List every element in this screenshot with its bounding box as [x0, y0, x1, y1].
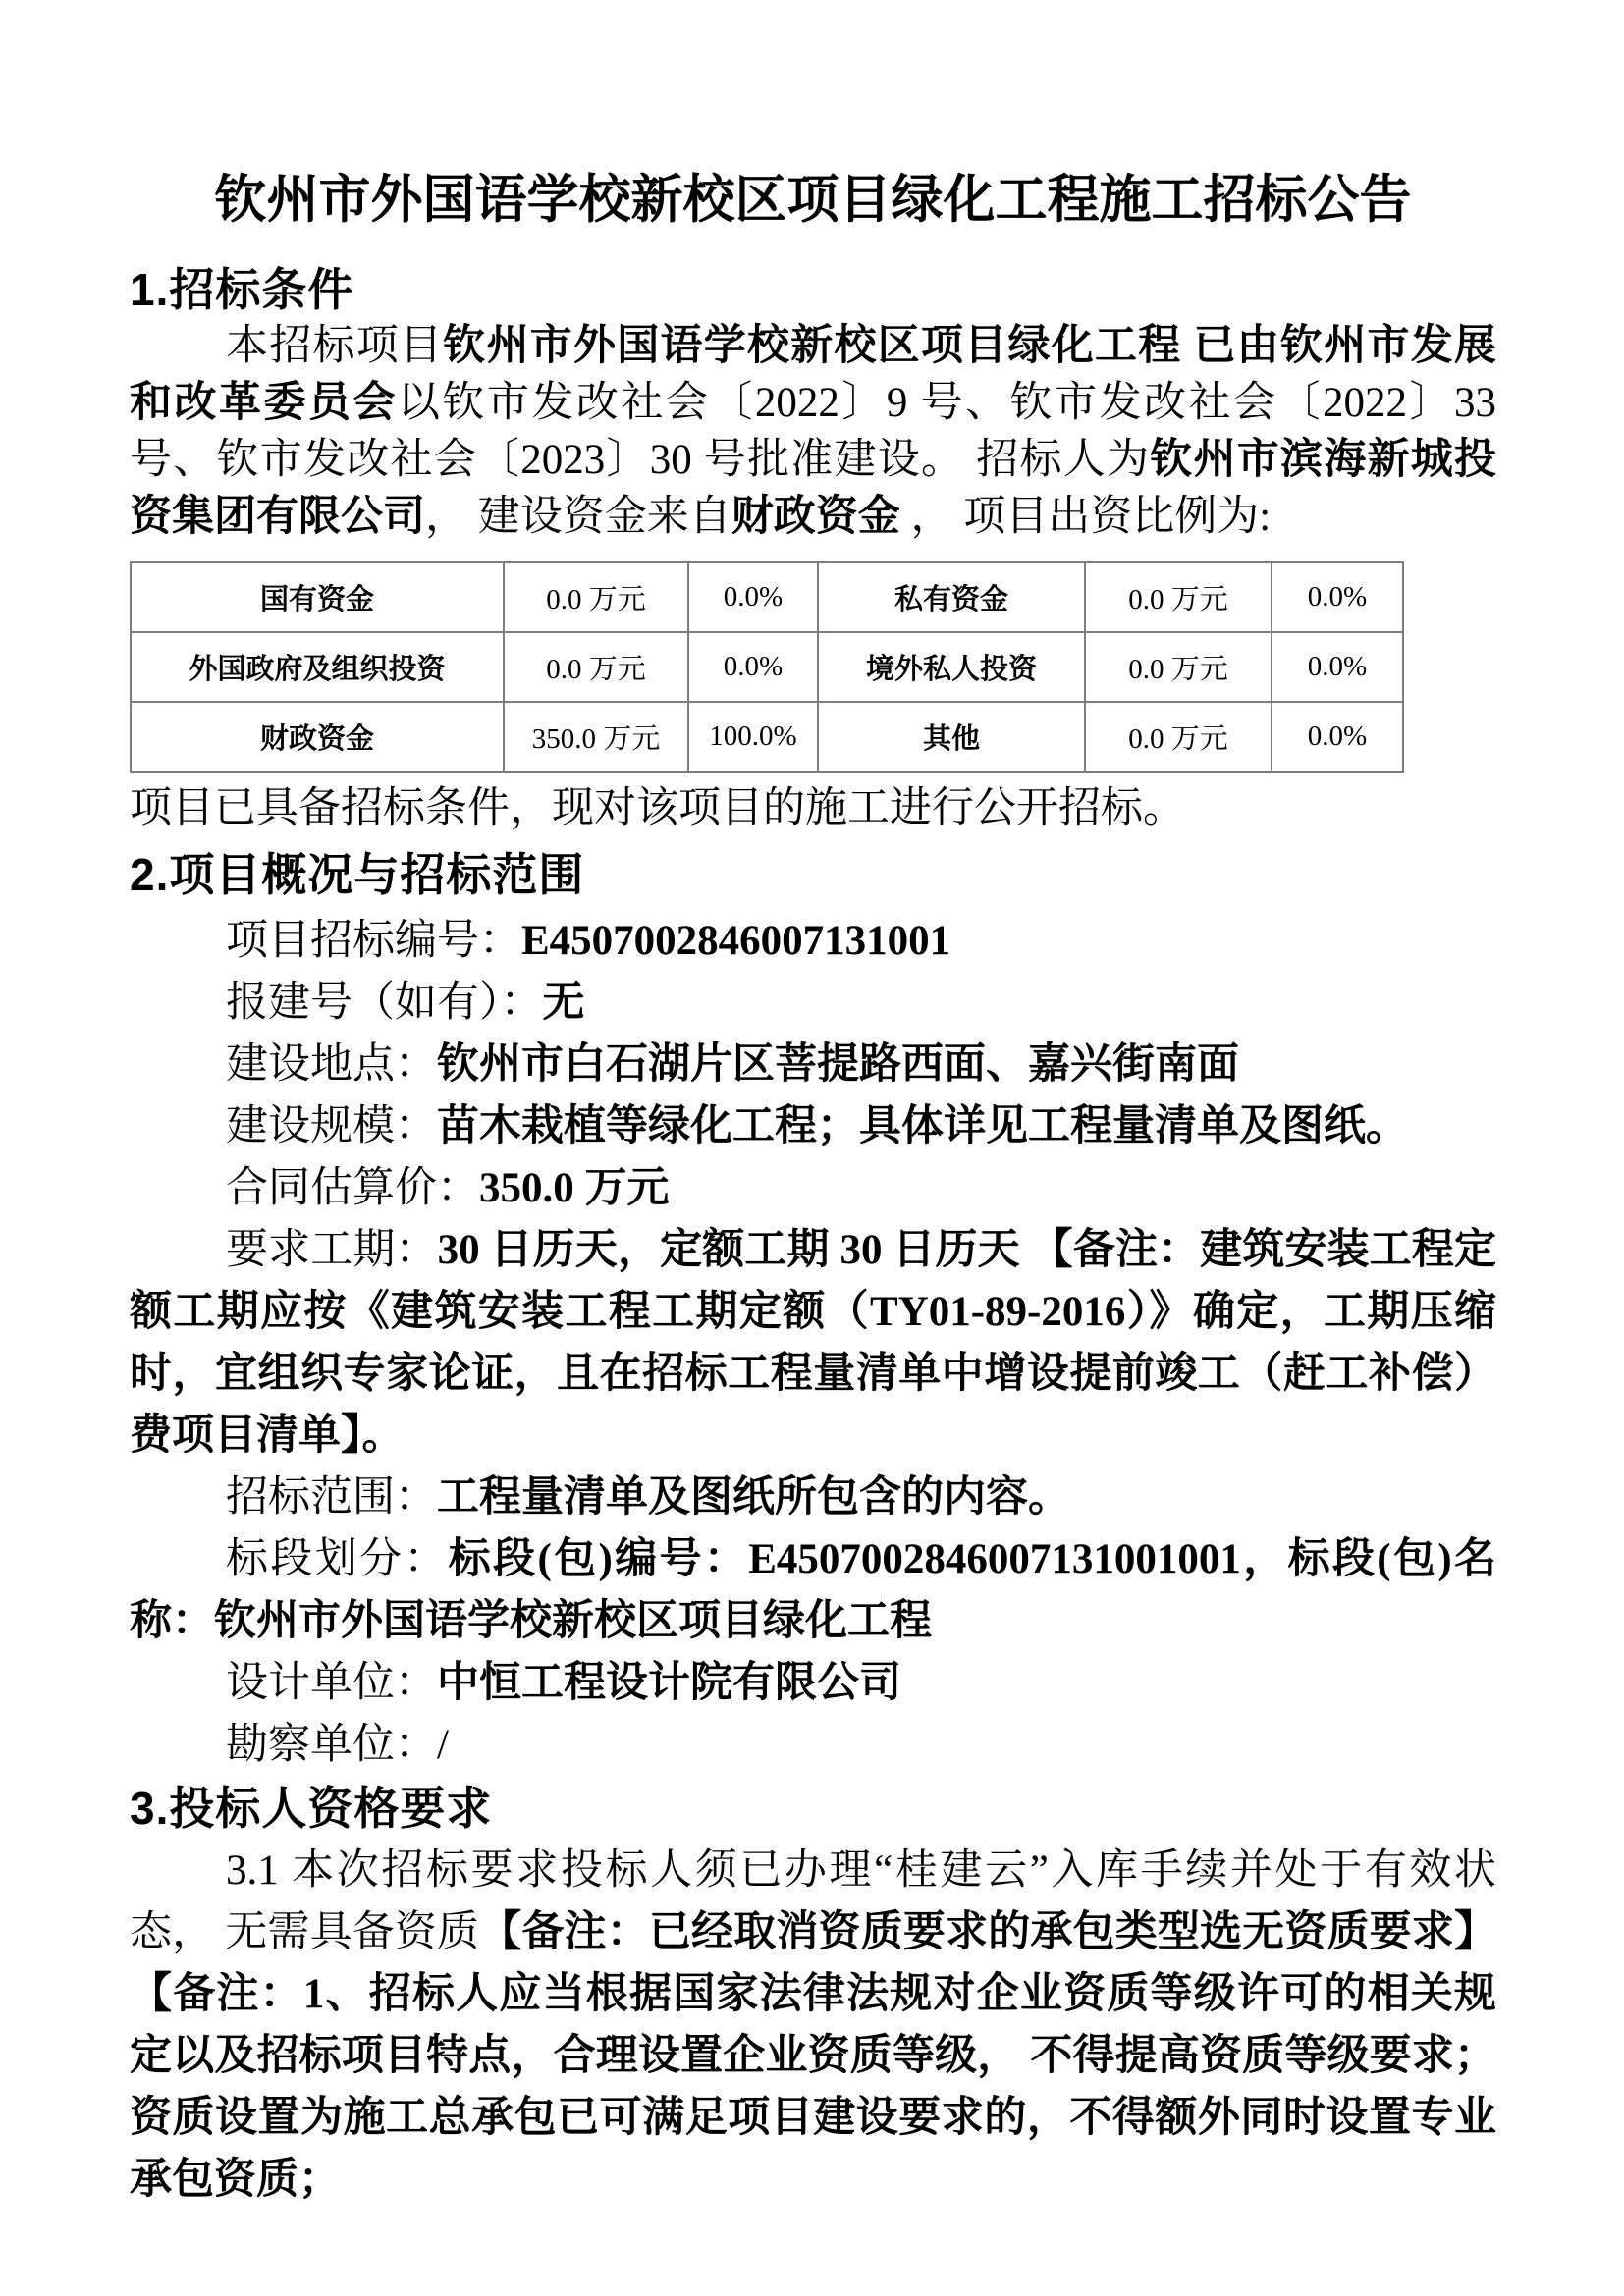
funding-ratio-table: [130, 561, 1404, 773]
filing-number-line: [130, 972, 1496, 1034]
page-title: 钦州市外国语学校新校区项目绿化工程施工招标公告: [214, 172, 1412, 229]
approving-authority: 已由钦州市发展和改革委员会: [130, 323, 1496, 426]
fund-percent-cell: 0.0%: [688, 562, 818, 632]
fund-amount-cell: 0.0 万元: [504, 632, 688, 702]
field-value: E4507002846007131001: [521, 918, 951, 964]
design-unit-line: [130, 1652, 1496, 1714]
project-tender-number-line: [130, 910, 1496, 972]
fund-amount-cell: 0.0 万元: [1085, 562, 1272, 632]
bidder-qualification-paragraph: [130, 1840, 1496, 2211]
fund-amount-cell: 350.0 万元: [504, 702, 688, 772]
fund-amount-cell: 0.0 万元: [504, 562, 688, 632]
fund-type-cell: 其他: [818, 702, 1085, 772]
funds-lead: ， 建设资金来自: [425, 494, 731, 540]
field-label: 要求工期：: [226, 1227, 438, 1273]
qualification-remark-1: 【备注：已经取消资质要求的承包类型选无资质要求】: [479, 1909, 1497, 1955]
section1-conclusion: 项目已具备招标条件，现对该项目的施工进行公开招标。: [130, 785, 1185, 831]
field-value: 无: [542, 980, 585, 1026]
fund-type-cell: 财政资金: [131, 702, 504, 772]
field-value: 标段(包)编号：E4507002846007131001001，标段(包)名称：钦州市外国语学校新校区项目绿化工程: [130, 1536, 1496, 1644]
section2-heading: 2.项目概况与招标范围: [130, 849, 585, 900]
field-value: 30 日历天，定额工期 30 日历天: [437, 1227, 1020, 1273]
funding-table-row: [131, 562, 1403, 632]
section3-heading: 3.投标人资格要求: [130, 1783, 493, 1834]
ratio-lead: ， 项目出资比例为:: [899, 494, 1272, 540]
field-value: 钦州市白石湖片区菩提路西面、嘉兴街南面: [437, 1041, 1239, 1088]
contract-estimate-line: [130, 1157, 1496, 1219]
fund-percent-cell: 0.0%: [1272, 702, 1403, 772]
tenderee-name: 钦州市滨海新城投资集团有限公司: [130, 437, 1496, 540]
fund-type-cell: 国有资金: [131, 562, 504, 632]
construction-period-paragraph: [130, 1219, 1496, 1467]
survey-unit-line: [130, 1714, 1496, 1776]
section1-heading: 1.招标条件: [130, 264, 354, 315]
field-value: 中恒工程设计院有限公司: [437, 1660, 901, 1706]
field-value: 350.0 万元: [479, 1165, 670, 1211]
field-label: 标段划分：: [226, 1536, 449, 1582]
field-label: 设计单位：: [226, 1660, 437, 1706]
field-label: 合同估算价：: [226, 1165, 479, 1211]
funding-table-row: [131, 632, 1403, 702]
qualification-requirement: 3.1 本次招标要求投标人须已办理“桂建云”入库手续并处于有效状态， 无需具备资质: [130, 1847, 1496, 1955]
field-label: 招标范围：: [226, 1474, 437, 1521]
field-label: 建设地点：: [226, 1041, 437, 1088]
field-label: 项目招标编号：: [226, 918, 521, 964]
period-remark-note: 【备注：建筑安装工程定额工期应按《建筑安装工程工期定额（TY01-89-2016）》确定，工期压缩时，宜组织专家论证，且在招标工程量清单中增设提前竣工（赶工补偿）费项目清单】。: [130, 1227, 1497, 1459]
fund-percent-cell: 0.0%: [1272, 562, 1403, 632]
field-value: 苗木栽植等绿化工程；具体详见工程量清单及图纸。: [437, 1103, 1408, 1149]
fund-type-cell: 境外私人投资: [818, 632, 1085, 702]
fund-percent-cell: 0.0%: [688, 632, 818, 702]
field-value: /: [437, 1722, 449, 1768]
fund-amount-cell: 0.0 万元: [1085, 702, 1272, 772]
qualification-remark-2: 【备注：1、招标人应当根据国家法律法规对企业资质等级许可的相关规定以及招标项目特点，合理设置企业资质等级， 不得提高资质等级要求；资质设置为施工总承包已可满足项目建设要求的，不得额外同时设置专业承包资质；: [130, 1971, 1496, 2203]
section1-intro-paragraph: [130, 318, 1496, 546]
construction-scale-line: [130, 1095, 1496, 1157]
field-label: 报建号（如有）：: [226, 980, 543, 1026]
tender-scope-line: [130, 1467, 1496, 1528]
project-name: 钦州市外国语学校新校区项目绿化工程: [443, 323, 1182, 369]
intro-lead: 本招标项目: [226, 323, 444, 369]
approval-documents: 以钦市发改社会〔2022〕9 号、钦市发改社会〔2022〕33 号、钦市发改社会〔2023〕30 号批准建设。 招标人为: [130, 380, 1497, 483]
bid-section-division-paragraph: [130, 1528, 1496, 1652]
field-label: 勘察单位：: [226, 1722, 437, 1768]
fund-percent-cell: 0.0%: [1272, 632, 1403, 702]
fund-type-cell: 私有资金: [818, 562, 1085, 632]
fund-percent-cell: 100.0%: [688, 702, 818, 772]
funds-source: 财政资金: [731, 494, 900, 540]
field-label: 建设规模：: [226, 1103, 437, 1149]
funding-table-row: [131, 702, 1403, 772]
field-value: 工程量清单及图纸所包含的内容。: [437, 1474, 1070, 1521]
fund-amount-cell: 0.0 万元: [1085, 632, 1272, 702]
fund-type-cell: 外国政府及组织投资: [131, 632, 504, 702]
construction-location-line: [130, 1034, 1496, 1095]
